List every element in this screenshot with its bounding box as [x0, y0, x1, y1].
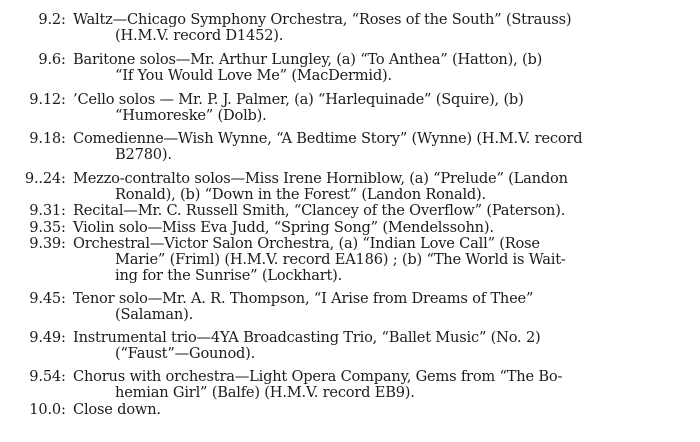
- entry-line: (H.M.V. record D1452).: [115, 27, 284, 44]
- entry-time: 9.39: [29, 235, 61, 252]
- programme-entry: 10.0 : Close down.: [0, 402, 700, 418]
- entry-line: Instrumental trio—4YA Broadcasting Trio, “Ballet Music” (No. 2): [73, 329, 541, 346]
- entry-time: 9.12: [29, 91, 61, 108]
- programme-entry: 9.2 : Waltz—Chicago Symphony Orchestra, “Roses of the South” (Strauss) (H.M.V. record D1452).: [0, 12, 700, 44]
- programme-entry: 9.12 : ’Cello solos — Mr. P. J. Palmer, (a) “Harlequinade” (Squire), (b) “Humoreske” (Dolb).: [0, 92, 700, 124]
- entry-line: Comedienne—Wish Wynne, “A Bedtime Story” (Wynne) (H.M.V. record: [73, 130, 583, 147]
- entry-time: 9.49: [29, 329, 61, 346]
- entry-line: (Salaman).: [115, 306, 194, 323]
- programme-entry: 9.6 : Baritone solos—Mr. Arthur Lungley, (a) “To Anthea” (Hatton), (b) “If You Would Love Me” (MacDermid).: [0, 52, 700, 84]
- programme-entry: 9.18 : Comedienne—Wish Wynne, “A Bedtime Story” (Wynne) (H.M.V. record B2780).: [0, 131, 700, 163]
- entry-time: 9.6: [38, 51, 61, 68]
- entry-line: Recital—Mr. C. Russell Smith, “Clancey of the Overflow” (Paterson).: [73, 202, 566, 219]
- entry-line: Waltz—Chicago Symphony Orchestra, “Roses of the South” (Strauss): [73, 11, 572, 28]
- entry-line: ing for the Sunrise” (Lockhart).: [115, 267, 343, 284]
- entry-line: Marie” (Friml) (H.M.V. record EA186) ; (b) “The World is Wait-: [115, 251, 566, 268]
- entry-line: Close down.: [73, 401, 161, 418]
- programme-entry: 9.45 : Tenor solo—Mr. A. R. Thompson, “I Arise from Dreams of Thee” (Salaman).: [0, 291, 700, 323]
- entry-line: (“Faust”—Gounod).: [115, 345, 256, 362]
- entry-time: 9.2: [38, 11, 61, 28]
- entry-line: Orchestral—Victor Salon Orchestra, (a) “Indian Love Call” (Rose: [73, 235, 540, 252]
- programme-entry: 9..24 : Mezzo-contralto solos—Miss Irene Horniblow, (a) “Prelude” (Landon Ronald), (b) “Down in the Forest” (Landon Ronald).: [0, 171, 700, 203]
- entry-line: B2780).: [115, 146, 172, 163]
- programme-entry: 9.39 : Orchestral—Victor Salon Orchestra, (a) “Indian Love Call” (Rose Marie” (Friml) (H.M.V. record EA186) ; (b) “The World is Wait- ing for the Sunrise” (Lockhart).: [0, 236, 700, 284]
- entry-line: Ronald), (b) “Down in the Forest” (Landon Ronald).: [115, 186, 486, 203]
- entry-time: 9.54: [29, 368, 61, 385]
- entry-time: 9.31: [29, 202, 61, 219]
- programme-entry: 9.49 : Instrumental trio—4YA Broadcasting Trio, “Ballet Music” (No. 2) (“Faust”—Gounod).: [0, 330, 700, 362]
- entry-time: 9..24: [24, 170, 61, 187]
- programme-entry: 9.31 : Recital—Mr. C. Russell Smith, “Clancey of the Overflow” (Paterson).: [0, 203, 700, 219]
- entry-line: hemian Girl” (Balfe) (H.M.V. record EB9).: [115, 384, 415, 401]
- entry-time: 9.18: [29, 130, 61, 147]
- programme-entry: 9.54 : Chorus with orchestra—Light Opera Company, Gems from “The Bo- hemian Girl” (Balfe) (H.M.V. record EB9).: [0, 369, 700, 401]
- entry-line: Chorus with orchestra—Light Opera Company, Gems from “The Bo-: [73, 368, 563, 385]
- entry-time: 9.45: [29, 290, 61, 307]
- entry-time: 10.0: [29, 401, 61, 418]
- entry-line: Mezzo-contralto solos—Miss Irene Horniblow, (a) “Prelude” (Landon: [73, 170, 568, 187]
- entry-line: Violin solo—Miss Eva Judd, “Spring Song” (Mendelssohn).: [73, 219, 494, 236]
- entry-line: Tenor solo—Mr. A. R. Thompson, “I Arise from Dreams of Thee”: [73, 290, 534, 307]
- entry-line: Baritone solos—Mr. Arthur Lungley, (a) “To Anthea” (Hatton), (b): [73, 51, 543, 68]
- entry-time: 9.35: [29, 219, 61, 236]
- entry-line: “Humoreske” (Dolb).: [115, 107, 267, 124]
- entry-line: “If You Would Love Me” (MacDermid).: [115, 67, 392, 84]
- entry-line: ’Cello solos — Mr. P. J. Palmer, (a) “Harlequinade” (Squire), (b): [73, 91, 524, 108]
- programme-entry: 9.35 : Violin solo—Miss Eva Judd, “Spring Song” (Mendelssohn).: [0, 220, 700, 236]
